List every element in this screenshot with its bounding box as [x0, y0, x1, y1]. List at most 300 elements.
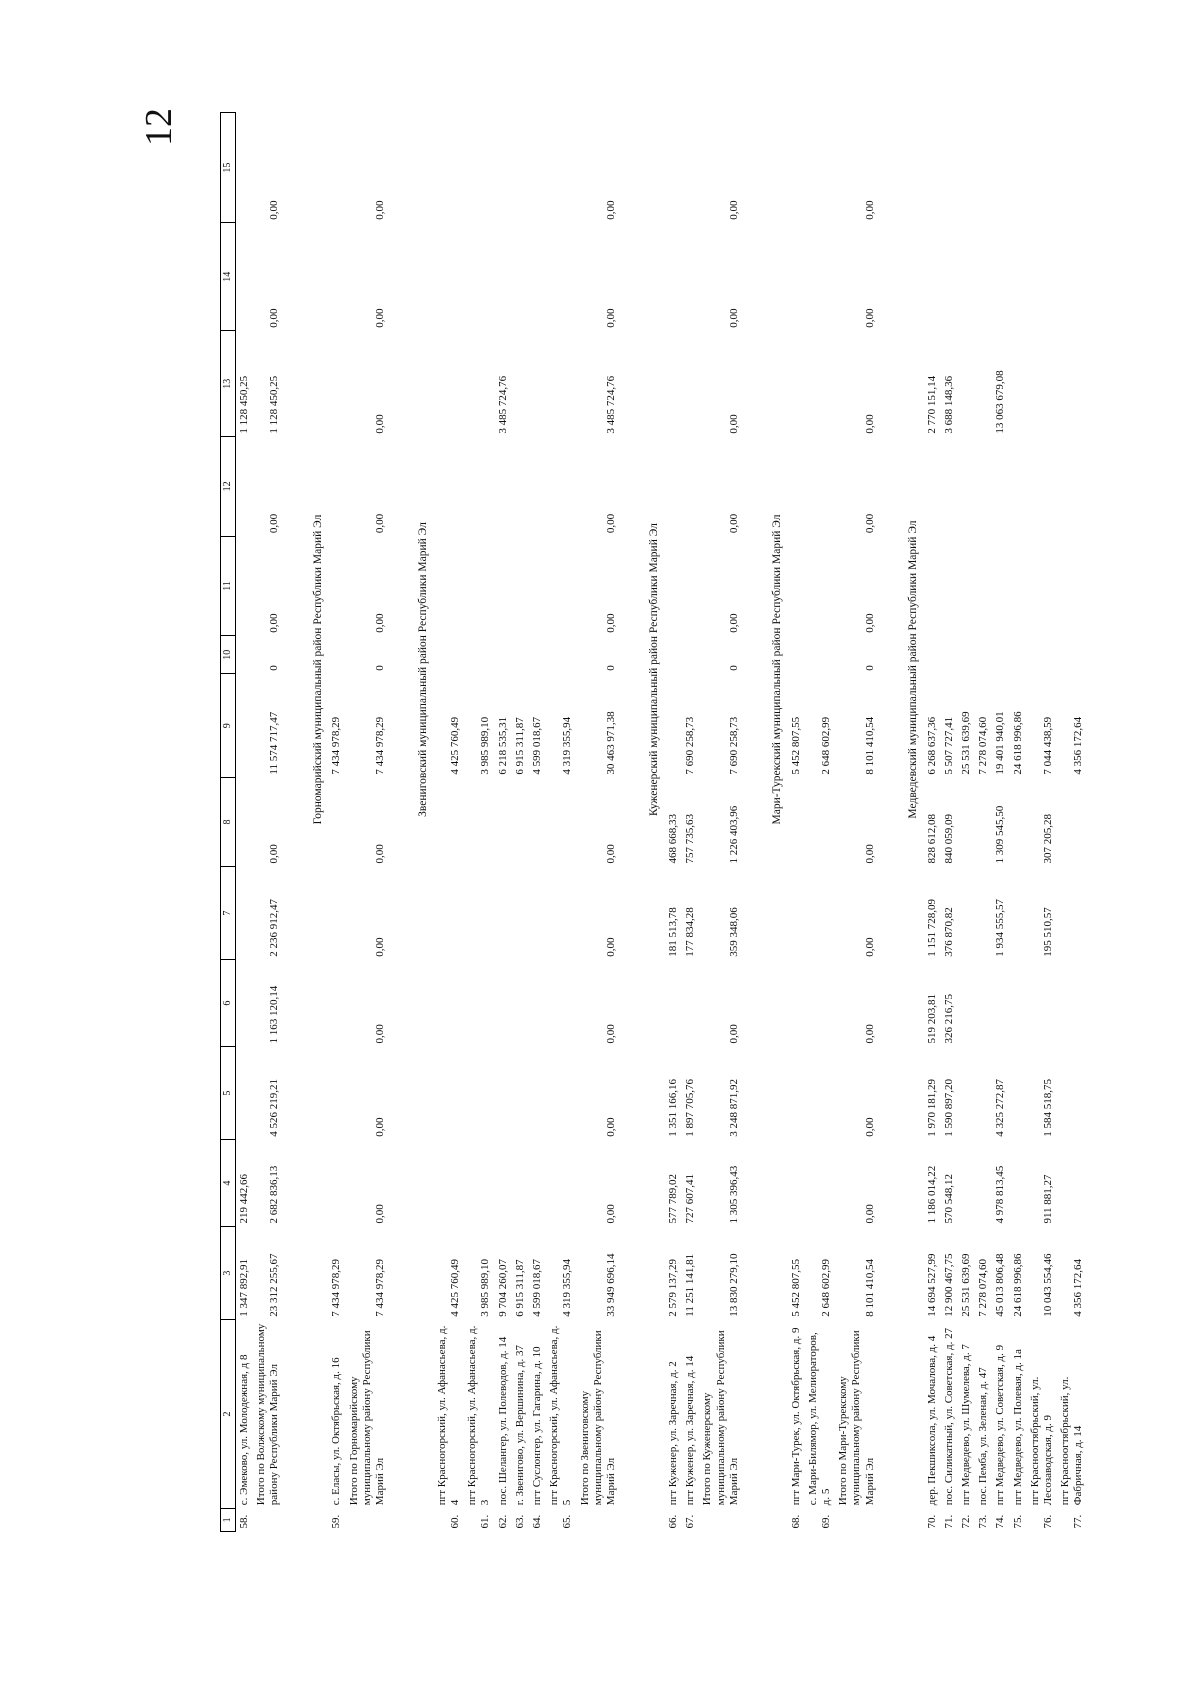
cell-col-15 [805, 113, 835, 223]
cell-col-5: 0,00 [863, 1117, 876, 1137]
cell-col-4 [495, 1140, 512, 1227]
cell-col-8: 0,00 [863, 844, 876, 864]
cell-col-13: 1 128 450,25 [268, 375, 281, 434]
cell-col-9: 7 690 258,73 [684, 716, 697, 775]
cell-col-13: 3 485 724,76 [604, 375, 617, 434]
cell-col-6 [495, 960, 512, 1047]
cell-col-14 [665, 223, 682, 331]
cell-col-6: 519 203,81 [925, 994, 938, 1044]
object-address: пгт Красногорский, ул. Афанасьева, д. 5 [548, 1325, 574, 1506]
cell-col-4 [546, 1140, 576, 1227]
total-row [253, 113, 283, 1532]
cell-col-12 [665, 437, 682, 537]
cell-col-13: 0,00 [727, 414, 740, 434]
cell-col-7 [958, 867, 975, 960]
cell-col-6 [958, 960, 975, 1047]
row-number: 63. [513, 1514, 526, 1529]
row-number: 62. [496, 1514, 509, 1529]
cell-col-14: 0,00 [604, 308, 617, 328]
cell-col-11 [328, 536, 345, 636]
cell-col-8 [1057, 778, 1087, 867]
row-number [835, 1508, 879, 1531]
cell-col-8: 757 735,63 [684, 814, 697, 864]
cell-col-10: 0 [727, 665, 740, 671]
cell-col-14: 0,00 [863, 308, 876, 328]
section-indent [302, 1227, 329, 1532]
cell-col-15: 0,00 [863, 200, 876, 220]
cell-col-15 [924, 113, 941, 223]
object-address: пгт Красноогтябрьский, ул. Лесозаводская, д. 9 [1028, 1376, 1054, 1506]
cell-col-6 [665, 960, 682, 1047]
cell-col-11 [805, 536, 835, 636]
cell-col-14 [958, 223, 975, 331]
cell-col-11 [495, 536, 512, 636]
cell-col-13: 2 770 151,14 [925, 375, 938, 434]
cell-col-5: 1 590 897,20 [942, 1078, 955, 1137]
object-address: с. Мари-Билямор, ул. Мелиораторов, д. 5 [806, 1332, 833, 1506]
table-row [1057, 113, 1087, 1532]
column-header: 11 [221, 536, 236, 636]
cell-col-13 [328, 331, 345, 437]
total-row [577, 113, 621, 1532]
cell-col-7 [529, 867, 546, 960]
object-address: пос. Силикатный, ул. Советская, д. 27 [942, 1327, 955, 1506]
row-number: 74. [994, 1514, 1007, 1529]
cell-col-5 [805, 1047, 835, 1140]
cell-col-14 [682, 223, 699, 331]
column-header: 13 [221, 331, 236, 437]
cell-col-6 [682, 960, 699, 1047]
table-row [975, 113, 992, 1532]
cell-col-13 [975, 331, 992, 437]
column-header: 7 [221, 867, 236, 960]
cell-col-9: 4 356 172,64 [1072, 716, 1085, 775]
cell-col-9: 6 915 311,87 [513, 717, 526, 775]
cell-col-8 [464, 778, 494, 867]
cell-col-7 [805, 867, 835, 960]
cell-col-10: 0 [863, 665, 876, 671]
cell-col-13: 0,00 [373, 414, 386, 434]
cell-col-5 [529, 1047, 546, 1140]
cell-col-12: 0,00 [863, 513, 876, 534]
cell-col-12: 0,00 [727, 513, 740, 534]
cell-col-12 [805, 437, 835, 537]
cell-col-11 [941, 536, 958, 636]
cell-col-8 [512, 778, 529, 867]
spacer-cell [389, 113, 407, 1532]
cell-col-13 [788, 331, 805, 437]
cell-col-10 [512, 636, 529, 674]
cell-col-15 [464, 113, 494, 223]
table-row [328, 113, 345, 1532]
table-row [546, 113, 576, 1532]
cell-col-5: 1 351 166,16 [666, 1078, 679, 1137]
cell-col-14 [975, 223, 992, 331]
table-row [464, 113, 494, 1532]
cell-col-14 [1010, 223, 1027, 331]
cell-col-9: 7 278 074,60 [977, 716, 990, 775]
cell-col-7: 1 934 555,57 [994, 898, 1007, 957]
spacer-row [389, 113, 407, 1532]
column-header: 1 [221, 1508, 236, 1531]
cell-col-14 [529, 223, 546, 331]
cell-col-4: 0,00 [604, 1204, 617, 1224]
row-number: 75. [1011, 1514, 1024, 1529]
cell-col-5 [328, 1047, 345, 1140]
table-row [512, 113, 529, 1532]
column-header: 3 [221, 1227, 236, 1320]
spacer-row [879, 113, 897, 1532]
cell-col-3: 45 013 806,48 [994, 1253, 1007, 1317]
cell-col-14 [788, 223, 805, 331]
cell-col-14 [546, 223, 576, 331]
cell-col-14 [924, 223, 941, 331]
cell-col-12 [546, 437, 576, 537]
row-number [699, 1508, 743, 1531]
object-address: пгт Красногорский, ул. Афанасьева, д. 4 [435, 1325, 462, 1506]
cell-col-11: 0,00 [604, 613, 617, 633]
cell-col-11 [1057, 536, 1087, 636]
cell-col-5 [512, 1047, 529, 1140]
cell-col-6: 1 163 120,14 [268, 985, 281, 1044]
cell-col-15 [682, 113, 699, 223]
cell-col-11 [682, 536, 699, 636]
cell-col-7: 181 513,78 [666, 907, 679, 957]
cell-col-5 [975, 1047, 992, 1140]
cell-col-3: 6 915 311,87 [513, 1259, 526, 1317]
column-header: 5 [221, 1047, 236, 1140]
cell-col-11 [975, 536, 992, 636]
cell-col-10 [464, 636, 494, 674]
column-header: 15 [221, 113, 236, 223]
row-number: 67. [684, 1514, 697, 1529]
section-title: Мари-Турекский муниципальный район Республики Марий Эл [770, 514, 783, 825]
cell-col-9: 5 507 727,41 [942, 716, 955, 775]
spacer-cell [620, 113, 638, 1532]
table-row [1027, 113, 1057, 1532]
cell-col-3: 25 531 639,69 [959, 1253, 972, 1317]
cell-col-10 [1027, 636, 1057, 674]
object-address: с. Эмеково, ул. Молодежная, д 8 [238, 1354, 250, 1506]
cell-col-4 [434, 1140, 464, 1227]
object-address: с. Еласы, ул. Октябрьская, д. 16 [330, 1357, 343, 1506]
cell-col-15 [434, 113, 464, 223]
cell-col-4 [464, 1140, 494, 1227]
cell-col-10 [805, 636, 835, 674]
cell-col-9: 6 268 637,36 [925, 716, 938, 775]
table-body [221, 113, 1088, 1532]
section-indent [761, 1227, 788, 1532]
table-row [495, 113, 512, 1532]
cell-col-15: 0,00 [268, 200, 281, 220]
cell-col-6 [236, 960, 254, 1047]
cell-col-8 [529, 778, 546, 867]
row-number [253, 1508, 283, 1531]
cell-col-3: 2 579 137,29 [666, 1258, 679, 1317]
cell-col-15 [788, 113, 805, 223]
cell-col-6 [805, 960, 835, 1047]
column-header: 10 [221, 636, 236, 674]
cell-col-9: 30 463 971,38 [604, 711, 617, 775]
cell-col-11 [1010, 536, 1027, 636]
rotated-table-container [220, 112, 1085, 1532]
table-row [941, 113, 958, 1532]
object-address: Итого по Волжскому муниципальному району Республики Марий Эл [255, 1323, 281, 1506]
cell-col-14 [464, 223, 494, 331]
cell-col-4 [788, 1140, 805, 1227]
cell-col-7: 2 236 912,47 [268, 898, 281, 957]
cell-col-10: 0 [373, 665, 386, 671]
cell-col-7: 1 151 728,09 [925, 898, 938, 957]
cell-col-15 [546, 113, 576, 223]
table-row [1010, 113, 1027, 1532]
cell-col-10 [328, 636, 345, 674]
cell-col-4: 911 881,27 [1041, 1174, 1054, 1224]
cell-col-12 [328, 437, 345, 537]
cell-col-9: 7 690 258,73 [727, 716, 740, 775]
cell-col-4 [958, 1140, 975, 1227]
cell-col-5 [495, 1047, 512, 1140]
cell-col-3: 5 452 807,55 [789, 1258, 802, 1317]
section-title: Куженерский муниципальный район Республики Марий Эл [648, 523, 661, 816]
cell-col-13: 13 063 679,08 [994, 370, 1007, 434]
object-address: пгт Медведево, ул. Шумелева, д. 7 [959, 1344, 972, 1506]
cell-col-4: 570 548,12 [942, 1174, 955, 1224]
page-number: 12 [138, 108, 180, 146]
cell-col-5 [434, 1047, 464, 1140]
cell-col-4 [512, 1140, 529, 1227]
cell-col-4: 4 978 813,45 [994, 1165, 1007, 1224]
cell-col-8: 0,00 [604, 844, 617, 864]
cell-col-14 [434, 223, 464, 331]
row-number: 64. [531, 1514, 544, 1529]
table-row [665, 113, 682, 1532]
object-address: Итого по Куженерскому муниципальному району Республики Марий Эл [701, 1330, 740, 1506]
section-title: Горномарийский муниципальный район Республики Марий Эл [311, 514, 324, 825]
cell-col-8 [1010, 778, 1027, 867]
cell-col-12 [788, 437, 805, 537]
object-address: пгт Куженер, ул. Заречная, д. 2 [666, 1361, 679, 1506]
cell-col-11 [992, 536, 1009, 636]
cell-col-9: 25 531 639,69 [959, 711, 972, 775]
object-address: пгт Суслонгер, ул. Гагарина, д. 10 [531, 1346, 544, 1506]
cell-col-11 [958, 536, 975, 636]
cell-col-5: 1 970 181,29 [925, 1078, 938, 1137]
cell-col-12 [495, 437, 512, 537]
cell-col-8 [546, 778, 576, 867]
cell-col-14 [941, 223, 958, 331]
cell-col-4: 1 305 396,43 [727, 1165, 740, 1224]
cell-col-14: 0,00 [727, 308, 740, 328]
cell-col-6: 0,00 [863, 1024, 876, 1044]
cell-col-5: 1 897 705,76 [684, 1078, 697, 1137]
cell-col-8: 1 309 545,50 [994, 805, 1007, 864]
cell-col-3: 1 347 892,91 [238, 1258, 250, 1317]
cell-col-4: 219 442,66 [238, 1174, 250, 1224]
table-row [236, 113, 254, 1532]
cell-col-3: 3 985 989,10 [479, 1258, 492, 1317]
cell-col-4: 2 682 836,13 [268, 1165, 281, 1224]
cell-col-13 [1010, 331, 1027, 437]
section-title: Звениговский муниципальный район Республики Марий Эл [417, 522, 430, 817]
cell-col-11 [512, 536, 529, 636]
cell-col-3: 4 425 760,49 [449, 1258, 462, 1317]
cell-col-11 [464, 536, 494, 636]
capital-repair-table [220, 112, 1087, 1532]
cell-col-15 [665, 113, 682, 223]
cell-col-3: 4 356 172,64 [1072, 1258, 1085, 1317]
cell-col-9: 8 101 410,54 [863, 716, 876, 775]
cell-col-15 [975, 113, 992, 223]
cell-col-9: 11 574 717,47 [268, 711, 281, 775]
cell-col-3: 4 319 355,94 [561, 1258, 574, 1317]
cell-col-4 [328, 1140, 345, 1227]
cell-col-10 [992, 636, 1009, 674]
object-address: Итого по Мари-Турекскому муниципальному району Республики Марий Эл [837, 1330, 876, 1506]
cell-col-10 [236, 636, 254, 674]
cell-col-5: 4 526 219,21 [268, 1078, 281, 1137]
cell-col-7: 195 510,57 [1041, 907, 1054, 957]
cell-col-3: 7 434 978,29 [330, 1258, 343, 1317]
table-row [434, 113, 464, 1532]
cell-col-7 [236, 867, 254, 960]
cell-col-5 [788, 1047, 805, 1140]
cell-col-7: 376 870,82 [942, 907, 955, 957]
cell-col-6: 0,00 [604, 1024, 617, 1044]
cell-col-13: 3 688 148,36 [942, 375, 955, 434]
cell-col-8: 840 059,09 [942, 814, 955, 864]
cell-col-10 [434, 636, 464, 674]
column-header: 14 [221, 223, 236, 331]
cell-col-11 [529, 536, 546, 636]
cell-col-13 [1027, 331, 1057, 437]
object-address: пгт Мари-Турек, ул. Октябрьская, д. 9 [789, 1327, 802, 1506]
cell-col-7: 0,00 [373, 937, 386, 957]
cell-col-10 [665, 636, 682, 674]
table-row [805, 113, 835, 1532]
cell-col-10 [529, 636, 546, 674]
cell-col-7 [546, 867, 576, 960]
cell-col-10 [1057, 636, 1087, 674]
cell-col-8: 468 668,33 [666, 814, 679, 864]
table-row [682, 113, 699, 1532]
cell-col-8 [975, 778, 992, 867]
cell-col-11: 0,00 [373, 613, 386, 633]
cell-col-12 [992, 437, 1009, 537]
cell-col-4 [805, 1140, 835, 1227]
cell-col-13 [1057, 331, 1087, 437]
cell-col-14 [495, 223, 512, 331]
spacer-cell [743, 113, 761, 1532]
cell-col-13 [682, 331, 699, 437]
cell-col-15 [236, 113, 254, 223]
cell-col-9: 7 434 978,29 [330, 716, 343, 775]
cell-col-12 [512, 437, 529, 537]
cell-col-12: 0,00 [604, 513, 617, 534]
cell-col-3: 7 434 978,29 [373, 1258, 386, 1317]
cell-col-5: 4 325 272,87 [994, 1078, 1007, 1137]
cell-col-13 [665, 331, 682, 437]
cell-col-10 [682, 636, 699, 674]
cell-col-3: 24 618 996,86 [1011, 1253, 1024, 1317]
cell-col-15 [328, 113, 345, 223]
row-number: 76. [1041, 1514, 1054, 1529]
cell-col-5: 0,00 [604, 1117, 617, 1137]
cell-col-9: 7 434 978,29 [373, 716, 386, 775]
cell-col-6 [434, 960, 464, 1047]
row-number: 73. [977, 1514, 990, 1529]
cell-col-12: 0,00 [373, 513, 386, 534]
object-address: пгт Красногорский, ул. Афанасьева, д. 3 [466, 1325, 492, 1506]
row-number: 68. [789, 1514, 802, 1529]
cell-col-11: 0,00 [268, 613, 281, 633]
cell-col-14 [805, 223, 835, 331]
cell-col-3: 23 312 255,67 [268, 1253, 281, 1317]
cell-col-9: 3 985 989,10 [479, 716, 492, 775]
cell-col-12 [464, 437, 494, 537]
cell-col-3: 14 694 527,99 [925, 1253, 938, 1317]
cell-col-5: 3 248 871,92 [727, 1078, 740, 1137]
cell-col-10 [495, 636, 512, 674]
cell-col-10 [1010, 636, 1027, 674]
table-row [924, 113, 941, 1532]
cell-col-13: 1 128 450,25 [238, 375, 250, 434]
object-address: пос. Пемба, ул. Зеленая, д. 47 [977, 1367, 990, 1506]
cell-col-3: 9 704 260,07 [496, 1258, 509, 1317]
cell-col-3: 13 830 279,10 [727, 1253, 740, 1317]
cell-col-8: 1 226 403,96 [727, 805, 740, 864]
cell-col-10 [975, 636, 992, 674]
cell-col-12: 0,00 [268, 513, 281, 534]
cell-col-12 [958, 437, 975, 537]
cell-col-8 [236, 778, 254, 867]
cell-col-13: 3 485 724,76 [496, 375, 509, 434]
row-number: 66. [666, 1514, 679, 1529]
cell-col-6 [992, 960, 1009, 1047]
cell-col-8 [328, 778, 345, 867]
cell-col-6 [546, 960, 576, 1047]
cell-col-6 [1010, 960, 1027, 1047]
cell-col-11 [924, 536, 941, 636]
cell-col-7 [1057, 867, 1087, 960]
column-header: 8 [221, 778, 236, 867]
row-number: 77. [1072, 1514, 1085, 1529]
cell-col-7: 0,00 [604, 937, 617, 957]
cell-col-9: 24 618 996,86 [1011, 711, 1024, 775]
cell-col-7 [1010, 867, 1027, 960]
cell-col-15 [958, 113, 975, 223]
cell-col-11: 0,00 [863, 613, 876, 633]
cell-col-7 [788, 867, 805, 960]
cell-col-6 [975, 960, 992, 1047]
section-indent [407, 1227, 434, 1532]
cell-col-7 [434, 867, 464, 960]
cell-col-6 [464, 960, 494, 1047]
cell-col-10 [546, 636, 576, 674]
spacer-row [743, 113, 761, 1532]
row-number [346, 1508, 390, 1531]
cell-col-13 [512, 331, 529, 437]
row-number: 58. [238, 1514, 250, 1529]
table-row [788, 113, 805, 1532]
object-address: пос. Шелангер, ул. Полеводов, д. 14 [496, 1336, 509, 1506]
cell-col-4 [529, 1140, 546, 1227]
cell-col-6: 326 216,75 [942, 994, 955, 1044]
cell-col-8: 0,00 [373, 844, 386, 864]
cell-col-10 [941, 636, 958, 674]
cell-col-7 [328, 867, 345, 960]
table-row [958, 113, 975, 1532]
